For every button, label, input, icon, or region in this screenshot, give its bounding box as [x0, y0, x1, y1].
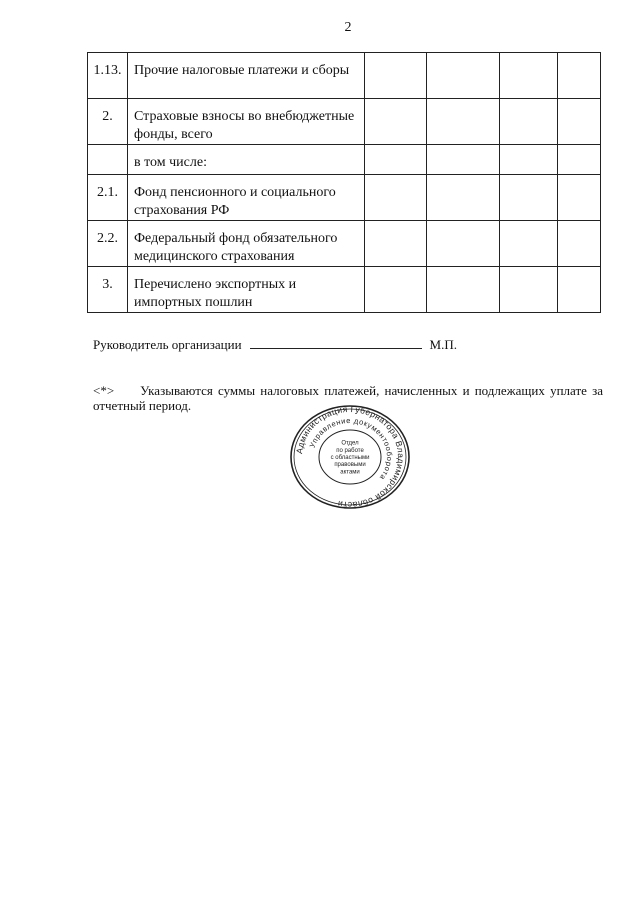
- signature-blank-field: [250, 336, 422, 349]
- row-number-cell: 2.: [88, 99, 128, 145]
- signature-line: [93, 336, 457, 353]
- value-cell: [558, 99, 601, 145]
- value-cell: [365, 221, 427, 267]
- value-cell: [500, 145, 558, 175]
- value-cell: [500, 267, 558, 313]
- row-name-cell: Перечислено экспортных и импортных пошлин: [128, 267, 365, 313]
- footnote-marker: <*>: [93, 383, 115, 398]
- value-cell: [500, 175, 558, 221]
- stamp-center-line: Отдел: [341, 440, 359, 447]
- seal-mark: М.П.: [429, 337, 457, 352]
- official-stamp: [289, 404, 411, 510]
- value-cell: [365, 145, 427, 175]
- row-number-cell: [88, 145, 128, 175]
- value-cell: [500, 53, 558, 99]
- signature-label: Руководитель организации: [93, 337, 242, 352]
- stamp-inner-text: Управление документооборота: [307, 415, 395, 482]
- footnote-text: Указываются суммы налоговых платежей, начисленных и подлежащих уплате за отчетный период.: [93, 383, 604, 413]
- stamp-center-line: правовыми: [334, 462, 366, 469]
- row-number-cell: 2.2.: [88, 221, 128, 267]
- row-name-cell: Федеральный фонд обязательного медицинского страхования: [128, 221, 365, 267]
- value-cell: [365, 267, 427, 313]
- stamp-center-line: по работе: [336, 447, 364, 454]
- value-cell: [558, 175, 601, 221]
- row-number-cell: 2.1.: [88, 175, 128, 221]
- value-cell: [365, 99, 427, 145]
- value-cell: [558, 221, 601, 267]
- row-number-cell: 3.: [88, 267, 128, 313]
- value-cell: [427, 221, 500, 267]
- row-name-cell: в том числе:: [128, 145, 365, 175]
- value-cell: [365, 53, 427, 99]
- value-cell: [427, 53, 500, 99]
- table-row: [88, 145, 601, 175]
- table-row: [88, 99, 601, 145]
- stamp-seal-image: [289, 404, 411, 510]
- table-row: [88, 221, 601, 267]
- tax-payments-table: [87, 52, 601, 313]
- table-row: [88, 53, 601, 99]
- table-row: [88, 267, 601, 313]
- value-cell: [427, 99, 500, 145]
- value-cell: [427, 175, 500, 221]
- row-name-cell: Прочие налоговые платежи и сборы: [128, 53, 365, 99]
- stamp-center-line: актами: [340, 469, 360, 476]
- stamp-center-line: с областными: [330, 455, 370, 461]
- value-cell: [500, 99, 558, 145]
- value-cell: [365, 175, 427, 221]
- value-cell: [558, 145, 601, 175]
- value-cell: [427, 267, 500, 313]
- row-number-cell: 1.13.: [88, 53, 128, 99]
- value-cell: [558, 53, 601, 99]
- value-cell: [427, 145, 500, 175]
- value-cell: [558, 267, 601, 313]
- page-number: 2: [344, 20, 352, 35]
- stamp-outer-text: Администрация Губернатора Владимирской области: [294, 404, 407, 510]
- value-cell: [500, 221, 558, 267]
- row-name-cell: Страховые взносы во внебюджетные фонды, всего: [128, 99, 365, 145]
- row-name-cell: Фонд пенсионного и социального страхования РФ: [128, 175, 365, 221]
- table-row: [88, 175, 601, 221]
